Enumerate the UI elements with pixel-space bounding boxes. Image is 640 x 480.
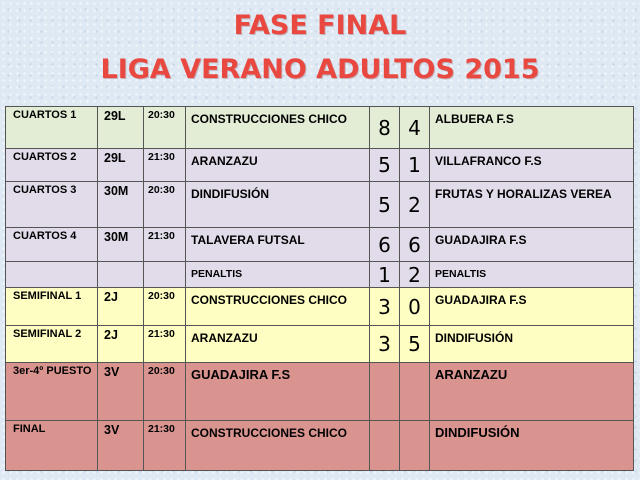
- round-cell: SEMIFINAL 2: [6, 326, 98, 363]
- day-cell: 3V: [98, 363, 144, 421]
- day-cell: 29L: [98, 149, 144, 182]
- home-score-cell: 6: [370, 228, 400, 262]
- home-team-cell: CONSTRUCCIONES CHICO: [186, 288, 370, 326]
- home-score-cell: [370, 421, 400, 471]
- day-cell: 2J: [98, 288, 144, 326]
- time-cell: 21:30: [144, 421, 186, 471]
- away-team-cell: VILLAFRANCO F.S: [430, 149, 634, 182]
- time-cell: 21:30: [144, 326, 186, 363]
- round-cell: CUARTOS 3: [6, 182, 98, 228]
- round-cell: CUARTOS 2: [6, 149, 98, 182]
- time-cell: 20:30: [144, 288, 186, 326]
- table-row: [6, 262, 634, 288]
- round-cell: 3er-4º PUESTO: [6, 363, 98, 421]
- table-row: [6, 149, 634, 182]
- home-team-cell: CONSTRUCCIONES CHICO: [186, 421, 370, 471]
- away-team-cell: ARANZAZU: [430, 363, 634, 421]
- away-score-cell: 1: [400, 149, 430, 182]
- day-cell: 2J: [98, 326, 144, 363]
- title-fase-final: FASE FINAL: [233, 10, 407, 41]
- home-score-cell: 5: [370, 149, 400, 182]
- day-cell: 3V: [98, 421, 144, 471]
- home-score-cell: 1: [370, 262, 400, 288]
- round-cell: CUARTOS 4: [6, 228, 98, 262]
- home-team-cell: CONSTRUCCIONES CHICO: [186, 107, 370, 149]
- table-row: [6, 421, 634, 471]
- away-score-cell: 5: [400, 326, 430, 363]
- away-team-cell: FRUTAS Y HORALIZAS VEREA: [430, 182, 634, 228]
- time-cell: 21:30: [144, 228, 186, 262]
- table-row: [6, 107, 634, 149]
- day-cell: [98, 262, 144, 288]
- table-row: [6, 363, 634, 421]
- home-team-cell: DINDIFUSIÓN: [186, 182, 370, 228]
- table-row: [6, 228, 634, 262]
- round-cell: FINAL: [6, 421, 98, 471]
- table-row: [6, 326, 634, 363]
- away-team-cell: GUADAJIRA F.S: [430, 288, 634, 326]
- time-cell: [144, 262, 186, 288]
- table-row: [6, 182, 634, 228]
- home-team-cell: GUADAJIRA F.S: [186, 363, 370, 421]
- time-cell: 20:30: [144, 363, 186, 421]
- away-team-cell: DINDIFUSIÓN: [430, 421, 634, 471]
- away-team-cell: GUADAJIRA F.S: [430, 228, 634, 262]
- round-cell: SEMIFINAL 1: [6, 288, 98, 326]
- away-score-cell: 0: [400, 288, 430, 326]
- away-score-cell: 2: [400, 182, 430, 228]
- table-row: [6, 288, 634, 326]
- home-score-cell: 5: [370, 182, 400, 228]
- away-score-cell: 4: [400, 107, 430, 149]
- away-score-cell: 6: [400, 228, 430, 262]
- time-cell: 21:30: [144, 149, 186, 182]
- away-score-cell: [400, 363, 430, 421]
- time-cell: 20:30: [144, 182, 186, 228]
- day-cell: 30M: [98, 182, 144, 228]
- home-score-cell: 8: [370, 107, 400, 149]
- home-team-cell: TALAVERA FUTSAL: [186, 228, 370, 262]
- home-score-cell: 3: [370, 326, 400, 363]
- home-team-cell: ARANZAZU: [186, 326, 370, 363]
- home-score-cell: 3: [370, 288, 400, 326]
- results-table: [5, 106, 634, 471]
- away-team-cell: ALBUERA F.S: [430, 107, 634, 149]
- day-cell: 30M: [98, 228, 144, 262]
- round-cell: [6, 262, 98, 288]
- home-team-cell: ARANZAZU: [186, 149, 370, 182]
- time-cell: 20:30: [144, 107, 186, 149]
- away-score-cell: 2: [400, 262, 430, 288]
- home-score-cell: [370, 363, 400, 421]
- away-team-cell: DINDIFUSIÓN: [430, 326, 634, 363]
- title-liga-verano: LIGA VERANO ADULTOS 2015: [100, 54, 540, 85]
- round-cell: CUARTOS 1: [6, 107, 98, 149]
- away-team-cell: PENALTIS: [430, 262, 634, 288]
- away-score-cell: [400, 421, 430, 471]
- home-team-cell: PENALTIS: [186, 262, 370, 288]
- day-cell: 29L: [98, 107, 144, 149]
